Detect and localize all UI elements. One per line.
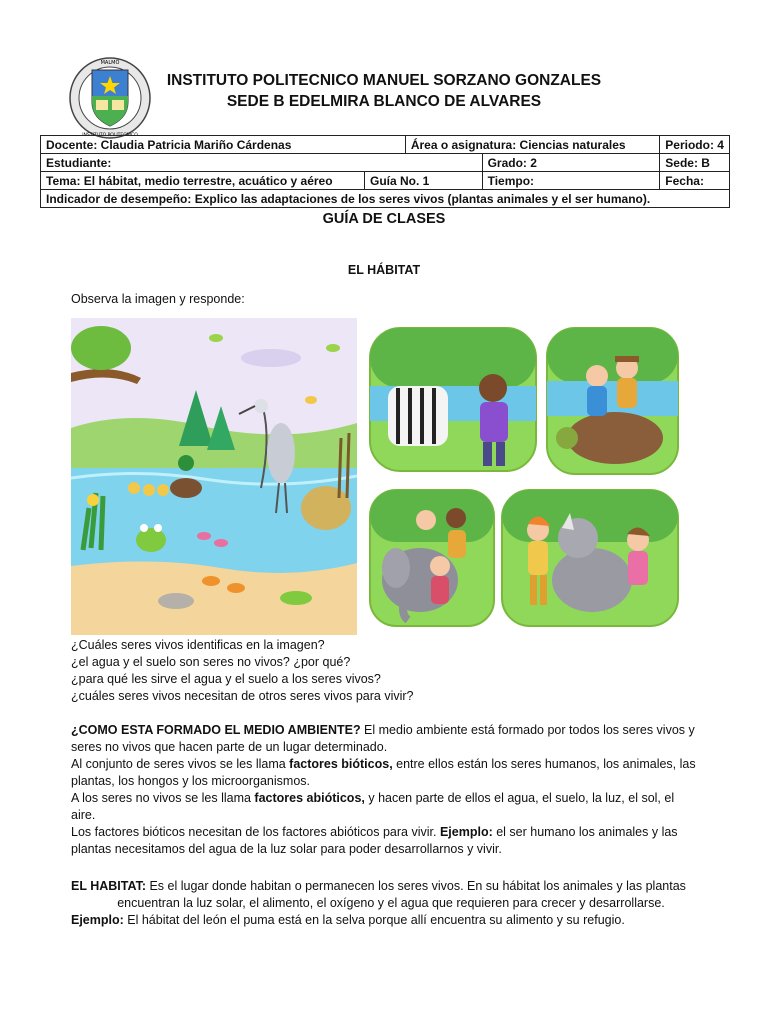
environment-answer: El medio ambiente está formado por todos los seres vivos y seres no vivos que hacen parte de un lugar determinado. xyxy=(71,723,695,754)
logo-top-text: MALMÖ xyxy=(100,60,120,66)
habitat-example xyxy=(71,912,711,929)
relation-intro: Los factores bióticos necesitan de los factores abióticos para vivir. xyxy=(71,825,440,839)
time-cell: Tiempo: xyxy=(482,172,660,190)
sede-cell: Sede: B xyxy=(660,154,730,172)
heron-bird xyxy=(267,423,295,483)
info-table xyxy=(40,135,730,208)
date-cell: Fecha: xyxy=(660,172,730,190)
frog xyxy=(136,528,166,552)
duck xyxy=(170,478,202,498)
panel-zebra-boy xyxy=(368,326,538,473)
iris-flower xyxy=(87,494,99,506)
topic-cell: Tema: El hábitat, medio terrestre, acuático y aéreo xyxy=(41,172,365,190)
panel-tortoise-kids xyxy=(545,326,680,476)
rock xyxy=(301,486,351,530)
grade-cell: Grado: 2 xyxy=(482,154,660,172)
environment-section xyxy=(71,722,701,858)
question-2: ¿el agua y el suelo son seres no vivos? ¿por qué? xyxy=(71,655,351,669)
pond-habitat-illustration xyxy=(71,318,357,635)
questions-list xyxy=(71,637,414,705)
habitat-line-2: encuentran la luz solar, el alimento, el oxígeno y el agua que requieren para crecer y desarrollarse. xyxy=(117,896,665,910)
habitat-line-1 xyxy=(71,878,711,895)
indicator-cell: Indicador de desempeño: Explico las adaptaciones de los seres vivos (plantas animales y el ser humano). xyxy=(41,190,730,208)
girl xyxy=(416,510,436,530)
teacher-cell: Docente: Claudia Patricia Mariño Cárdenas xyxy=(41,136,406,154)
instruction-text: Observa la imagen y responde: xyxy=(71,292,245,306)
question-1: ¿Cuáles seres vivos identificas en la imagen? xyxy=(71,638,325,652)
school-logo xyxy=(66,52,154,140)
period-cell: Periodo: 4 xyxy=(660,136,730,154)
environment-definition xyxy=(71,722,701,756)
girl xyxy=(430,556,450,576)
boy xyxy=(479,374,507,402)
fish xyxy=(227,583,245,593)
school-name: INSTITUTO POLITECNICO MANUEL SORZANO GONZALES xyxy=(166,72,602,89)
abiotic-term: factores abióticos, xyxy=(254,791,365,805)
section-title: EL HÁBITAT xyxy=(347,263,421,277)
habitat-example-text: El hábitat del león el puma está en la selva porque allí encuentra su alimento y su refugio. xyxy=(123,913,625,927)
boy xyxy=(446,508,466,528)
student-cell: Estudiante: xyxy=(41,154,483,172)
dragonfly xyxy=(209,334,223,342)
logo-ring-text: INSTITUTO POLITECNICO xyxy=(82,133,138,138)
relation-example-label: Ejemplo: xyxy=(439,825,493,839)
tree-leaves xyxy=(71,326,131,370)
subject-cell: Área o asignatura: Ciencias naturales xyxy=(405,136,659,154)
crayfish xyxy=(280,591,312,605)
question-4: ¿cuáles seres vivos necesitan de otros seres vivos para vivir? xyxy=(71,689,414,703)
school-sede: SEDE B EDELMIRA BLANCO DE ALVARES xyxy=(226,93,542,110)
abiotic-paragraph xyxy=(71,790,701,824)
guide-title: GUÍA DE CLASES xyxy=(322,211,446,227)
duckling xyxy=(143,484,155,496)
habitat-section xyxy=(71,878,711,929)
girl xyxy=(586,365,608,387)
habitat-definition: Es el lugar donde habitan o permanecen los seres vivos. En su hábitat los animales y las plantas xyxy=(146,879,686,893)
abiotic-detail: y hacen parte de ellos el agua, el suelo, la luz, el sol, el aire. xyxy=(71,791,675,822)
panel-rhino-kids xyxy=(500,488,680,628)
biotic-intro: Al conjunto de seres vivos se les llama xyxy=(71,757,290,771)
biotic-term: factores bióticos, xyxy=(289,757,393,771)
duckling xyxy=(157,484,169,496)
habitat-example-label: Ejemplo: xyxy=(71,913,124,927)
fish xyxy=(202,576,220,586)
biotic-detail: entre ellos están los seres humanos, los animales, las plantas, los hongos y los microorganismos. xyxy=(71,757,696,788)
bee xyxy=(305,396,317,404)
duckling xyxy=(128,482,140,494)
water-lily xyxy=(214,539,228,547)
relation-paragraph xyxy=(71,824,701,858)
dragonfly xyxy=(326,344,340,352)
tortoise xyxy=(567,412,663,464)
panel-elephant-kids xyxy=(368,488,496,628)
stone xyxy=(158,593,194,609)
guide-number-cell: Guía No. 1 xyxy=(365,172,483,190)
habitat-term: EL HABITAT: xyxy=(71,879,146,893)
question-3: ¿para qué les sirve el agua y el suelo a los seres vivos? xyxy=(71,672,381,686)
relation-example: el ser humano los animales y las plantas necesitamos del agua de la luz solar para poder desarrollarnos y vivir. xyxy=(71,825,678,856)
sand-shore xyxy=(71,561,357,635)
water-lily xyxy=(197,532,211,540)
environment-question: ¿COMO ESTA FORMADO EL MEDIO AMBIENTE? xyxy=(71,723,361,737)
abiotic-intro: A los seres no vivos se les llama xyxy=(71,791,255,805)
biotic-paragraph xyxy=(71,756,701,790)
rhino xyxy=(552,548,632,612)
